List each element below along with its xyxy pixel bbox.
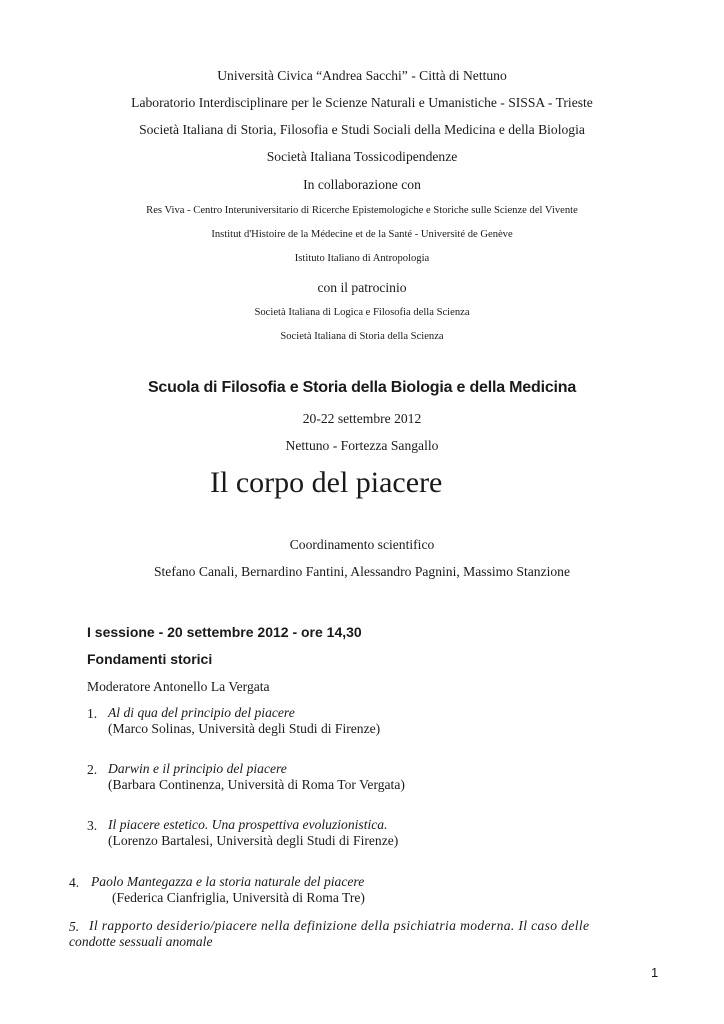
event-title: Il corpo del piacere [210,466,443,499]
talk-title: Il rapporto desiderio/piacere nella definizione della psichiatria moderna. Il caso delle [89,918,590,933]
talk-affiliation: (Barbara Continenza, Università di Roma Tor Vergata) [108,777,405,792]
coordinators: Stefano Canali, Bernardino Fantini, Alessandro Pagnini, Massimo Stanzione [153,564,571,579]
event-dates: 20-22 settembre 2012 [302,411,422,426]
talk-affiliation: (Federica Cianfriglia, Università di Roma Tre) [112,890,365,905]
school-title: Scuola di Filosofia e Storia della Biologia e della Medicina [147,379,577,396]
header-line-logic-society: Società Italiana di Logica e Filosofia della Scienza [254,307,470,318]
talk-affiliation: (Lorenzo Bartalesi, Università degli Studi di Firenze) [108,833,399,848]
event-place: Nettuno - Fortezza Sangallo [285,438,439,453]
talk-title-continuation: condotte sessuali anomale [69,934,213,949]
header-line-society-addiction: Società Italiana Tossicodipendenze [266,149,458,164]
talk-title: Paolo Mantegazza e la storia naturale del piacere [91,874,365,889]
list-item-number: 3. [87,818,98,833]
talk-title: Al di qua del principio del piacere [108,705,295,720]
header-line-res-viva: Res Viva - Centro Interuniversitario di Ricerche Epistemologiche e Storiche sulle Scienze del Vivente [146,205,578,216]
header-line-anthropology: Istituto Italiano di Antropologia [294,253,430,264]
talk-title: Darwin e il principio del piacere [108,761,287,776]
talk-affiliation: (Marco Solinas, Università degli Studi di Firenze) [108,721,381,736]
list-item [87,761,97,779]
page-number: 1 [651,965,659,980]
moderator: Moderatore Antonello La Vergata [87,679,270,694]
patronage-label: con il patrocinio [317,280,407,295]
list-item [87,705,97,723]
header-line-history-science: Società Italiana di Storia della Scienza [280,331,444,342]
talk-title: Il piacere estetico. Una prospettiva evoluzionistica. [108,817,388,832]
header-line-university: Università Civica “Andrea Sacchi” - Città di Nettuno [217,68,507,83]
coordination-label: Coordinamento scientifico [289,537,435,552]
list-item-number: 4. [69,875,80,890]
session-heading: I sessione - 20 settembre 2012 - ore 14,30 [87,624,362,640]
header-line-laboratory: Laboratorio Interdisciplinare per le Scienze Naturali e Umanistiche - SISSA - Trieste [131,95,593,110]
section-title: Fondamenti storici [87,651,213,667]
list-item [87,817,97,835]
header-line-society-history: Società Italiana di Storia, Filosofia e Studi Sociali della Medicina e della Biologia [139,122,585,137]
list-item-number: 5. [69,919,80,934]
collaboration-label: In collaborazione con [303,177,421,192]
header-line-institut-geneve: Institut d'Histoire de la Médecine et de la Santé - Université de Genève [211,229,513,240]
list-item-number: 1. [87,706,98,721]
list-item [69,874,79,892]
list-item-number: 2. [87,762,98,777]
